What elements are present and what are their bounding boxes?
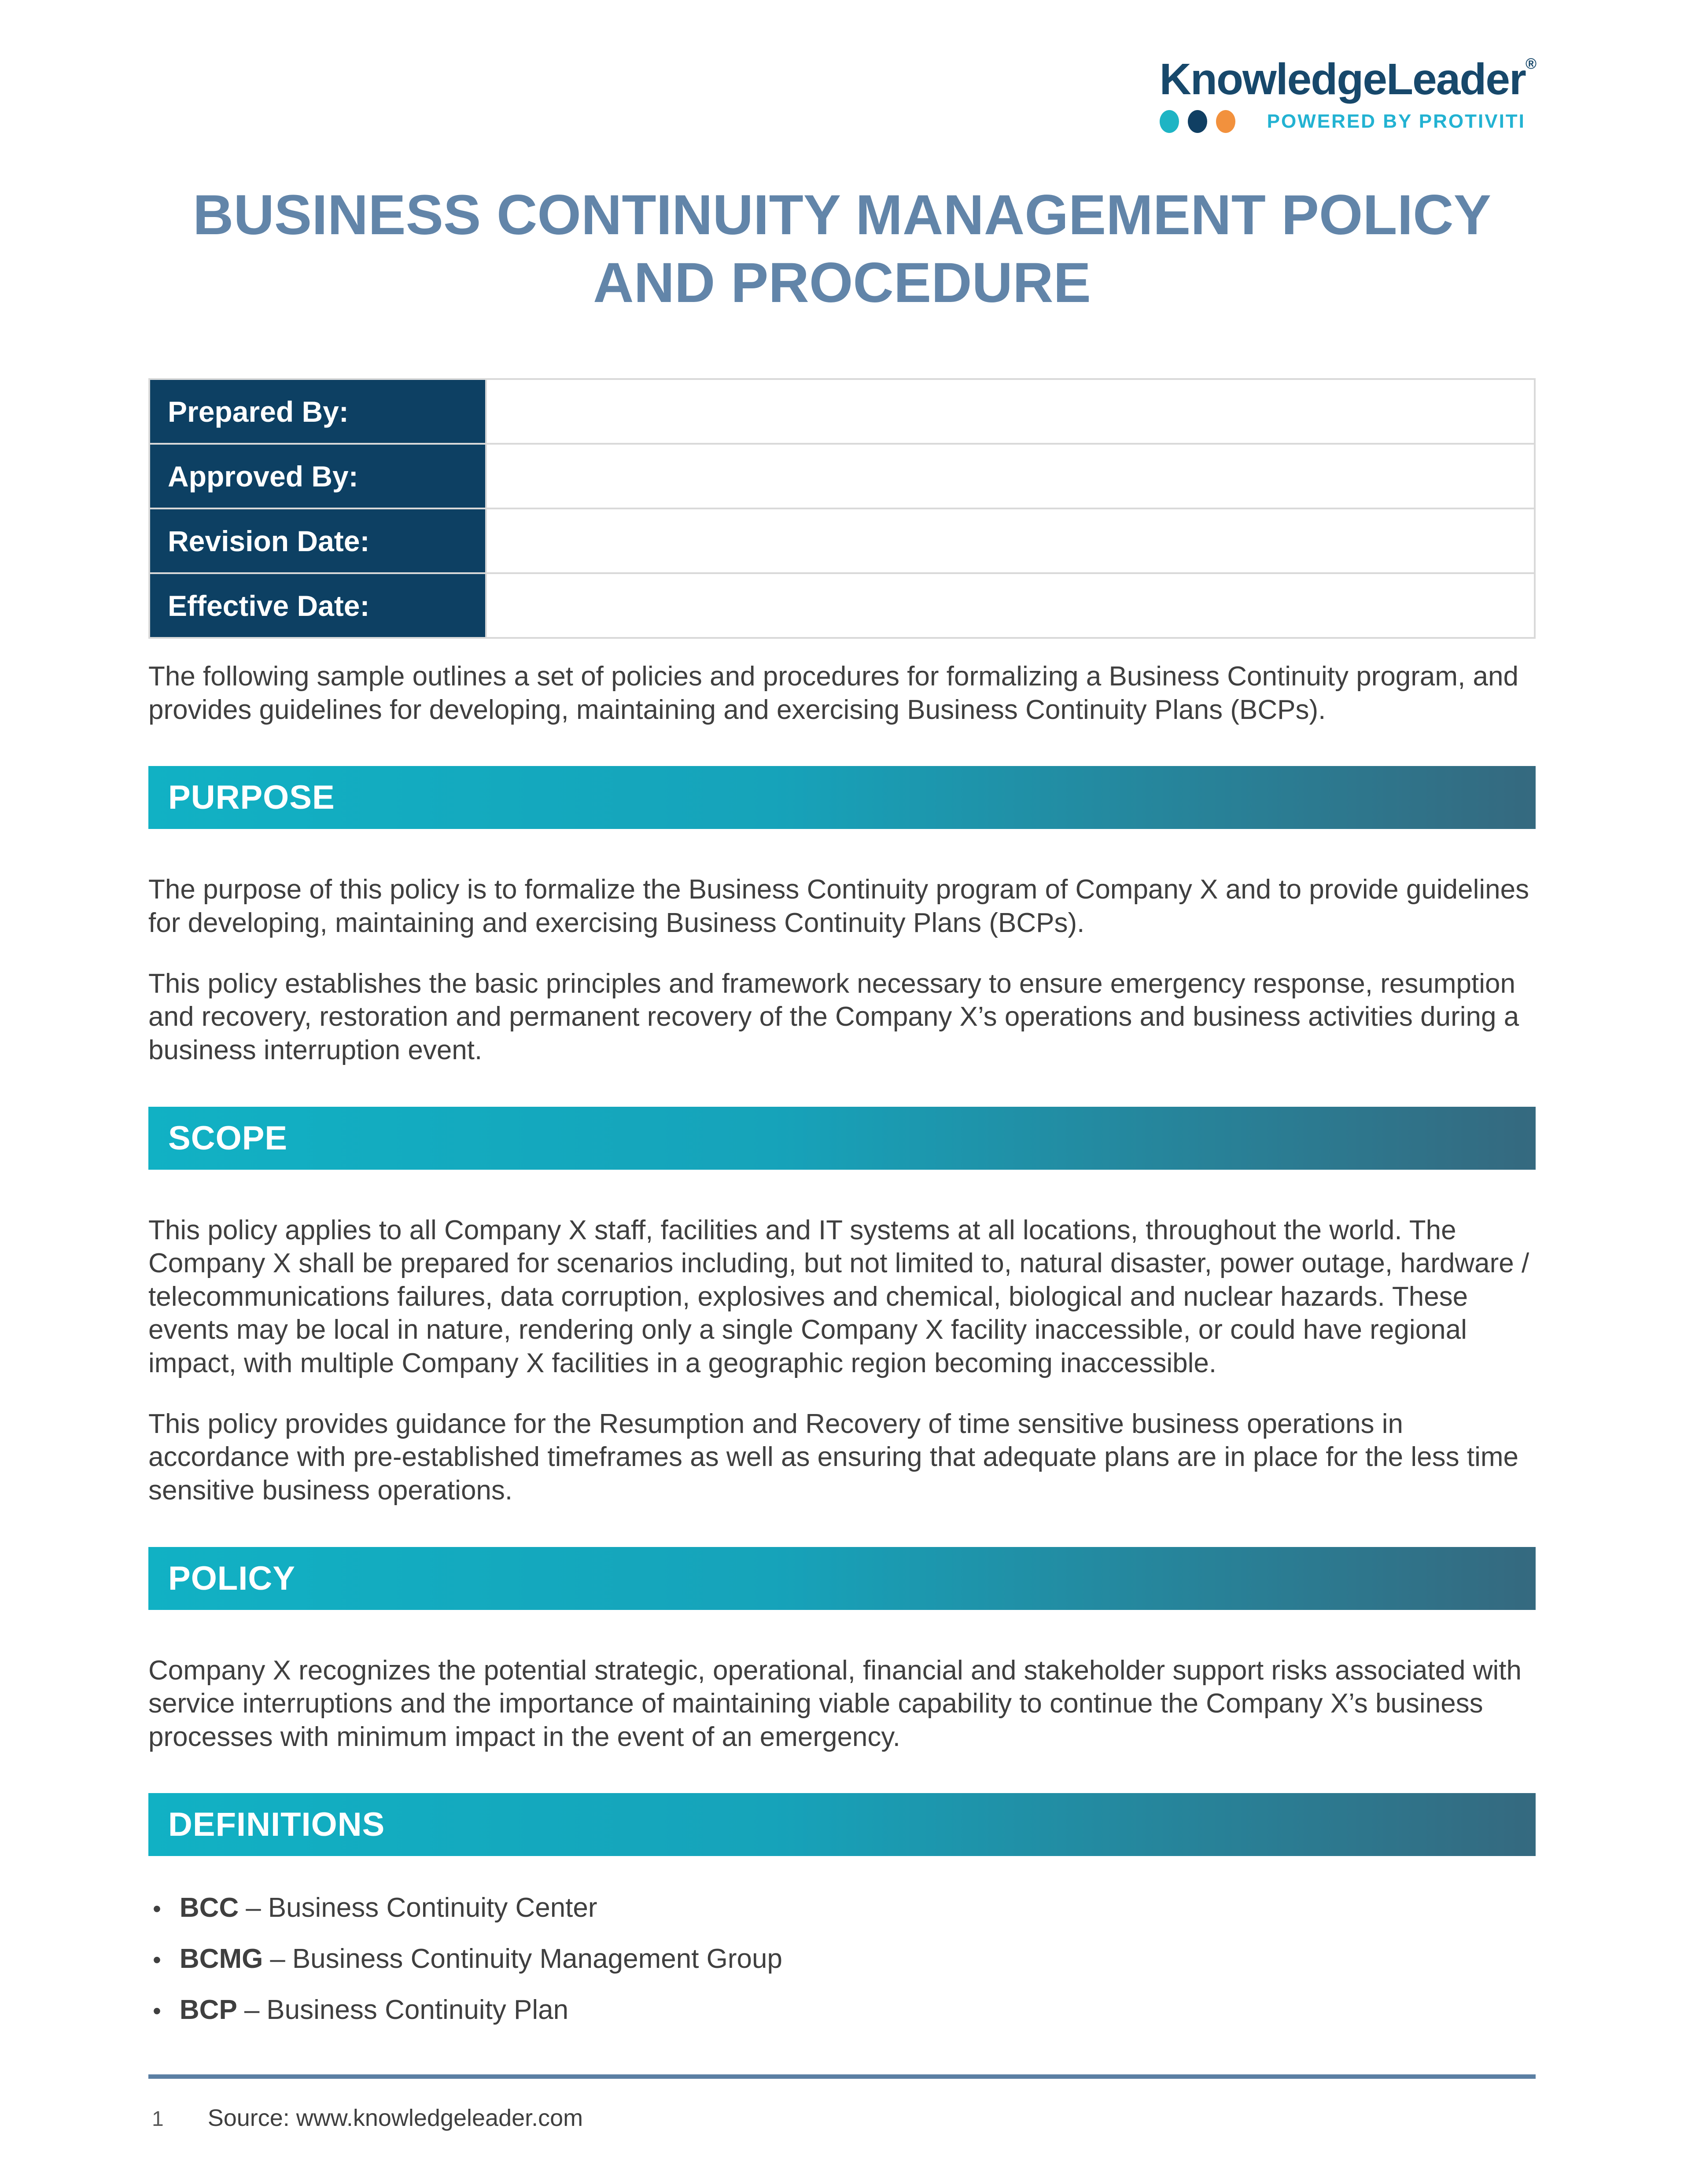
section-heading-bar-purpose [148, 766, 1536, 829]
definition-item-bcp [148, 1993, 1536, 2027]
section-heading-policy: POLICY [168, 1559, 295, 1597]
definition-term: BCMG [179, 1944, 263, 1974]
table-row [149, 573, 1535, 638]
definition-separator: – [246, 1893, 261, 1923]
source-text: Source: www.knowledgeleader.com [207, 2105, 583, 2131]
section-heading-bar-definitions [148, 1793, 1536, 1856]
bullet-icon: • [153, 1947, 161, 1974]
definition-item-bcc [148, 1891, 1536, 1925]
purpose-paragraph-2: This policy establishes the basic principles and framework necessary to ensure emergency response, resumption and recovery, restoration and permanent recovery of the Company X’s operations and business activities during a business interruption event. [148, 968, 1519, 1065]
section-definitions [148, 1793, 1536, 2026]
registered-trademark-symbol: ® [1525, 55, 1536, 72]
definition-term: BCP [179, 1994, 237, 2025]
section-policy [148, 1547, 1536, 1754]
logo-tagline: POWERED BY PROTIVITI [1267, 110, 1526, 132]
knowledgeleader-logo [1160, 0, 1536, 133]
info-table-label-revision-date: Revision Date: [149, 508, 486, 573]
scope-paragraph-2: This policy provides guidance for the Resumption and Recovery of time sensitive business operations in accordance with pre-established timeframes as well as ensuring that adequate plans are in place for the less time sensitive business operations. [148, 1408, 1518, 1506]
definition-separator: – [244, 1994, 260, 2025]
table-row [149, 379, 1535, 444]
section-heading-scope: SCOPE [168, 1119, 288, 1157]
info-table-label-prepared-by: Prepared By: [149, 379, 486, 444]
info-table-value-prepared-by [486, 379, 1535, 444]
section-purpose [148, 766, 1536, 1067]
section-scope [148, 1107, 1536, 1507]
table-row [149, 444, 1535, 508]
definitions-list [148, 1891, 1536, 2026]
page-footer [148, 2074, 1536, 2132]
section-heading-bar-policy [148, 1547, 1536, 1610]
bullet-icon: • [153, 1896, 161, 1923]
page-number: 1 [152, 2107, 164, 2131]
definition-text: Business Continuity Center [268, 1893, 597, 1923]
logo-dot-teal-icon [1160, 110, 1179, 133]
logo-wordmark [1159, 55, 1536, 104]
info-table-label-effective-date: Effective Date: [149, 573, 486, 638]
logo-subrow [1160, 110, 1536, 133]
info-table-value-approved-by [486, 444, 1535, 508]
section-heading-bar-scope [148, 1107, 1536, 1170]
section-heading-definitions: DEFINITIONS [168, 1806, 385, 1844]
intro-paragraph: The following sample outlines a set of policies and procedures for formalizing a Business Continuity program, and provides guidelines for developing, maintaining and exercising Business Continuity Plans (BCPs). [148, 661, 1518, 725]
logo-dot-orange-icon [1216, 110, 1235, 133]
definition-separator: – [270, 1944, 285, 1974]
definition-item-bcmg [148, 1942, 1536, 1976]
policy-paragraph-1: Company X recognizes the potential strategic, operational, financial and stakeholder support risks associated with service interruptions and the importance of maintaining viable capability to continue the Company X’s business processes with minimum impact in the event of an emergency. [148, 1655, 1522, 1752]
scope-paragraph-1: This policy applies to all Company X staff, facilities and IT systems at all locations, throughout the world. The Company X shall be prepared for scenarios including, but not limited to, natural disaster, power outage, hardware / telecommunications failures, data corruption, explosives and chemical, biological and nuclear hazards. These events may be local in nature, rendering only a single Company X facility inaccessible, or could have regional impact, with multiple Company X facilities in a geographic region becoming inaccessible. [148, 1215, 1529, 1379]
footer-row [148, 2104, 1536, 2132]
definition-text: Business Continuity Plan [266, 1994, 569, 2025]
footer-divider [148, 2074, 1536, 2079]
logo-dot-navy-icon [1188, 110, 1207, 133]
page-title: BUSINESS CONTINUITY MANAGEMENT POLICY AND PROCEDURE [193, 184, 1491, 314]
info-table [148, 378, 1536, 639]
logo-wordmark-text: KnowledgeLeader [1159, 55, 1526, 104]
definition-text: Business Continuity Management Group [292, 1944, 782, 1974]
purpose-paragraph-1: The purpose of this policy is to formalize the Business Continuity program of Company X and to provide guidelines for developing, maintaining and exercising Business Continuity Plans (BCPs). [148, 874, 1529, 939]
definition-term: BCC [179, 1893, 239, 1923]
section-heading-purpose: PURPOSE [168, 779, 335, 817]
table-row [149, 508, 1535, 573]
info-table-value-effective-date [486, 573, 1535, 638]
info-table-value-revision-date [486, 508, 1535, 573]
bullet-icon: • [153, 1997, 161, 2024]
info-table-label-approved-by: Approved By: [149, 444, 486, 508]
